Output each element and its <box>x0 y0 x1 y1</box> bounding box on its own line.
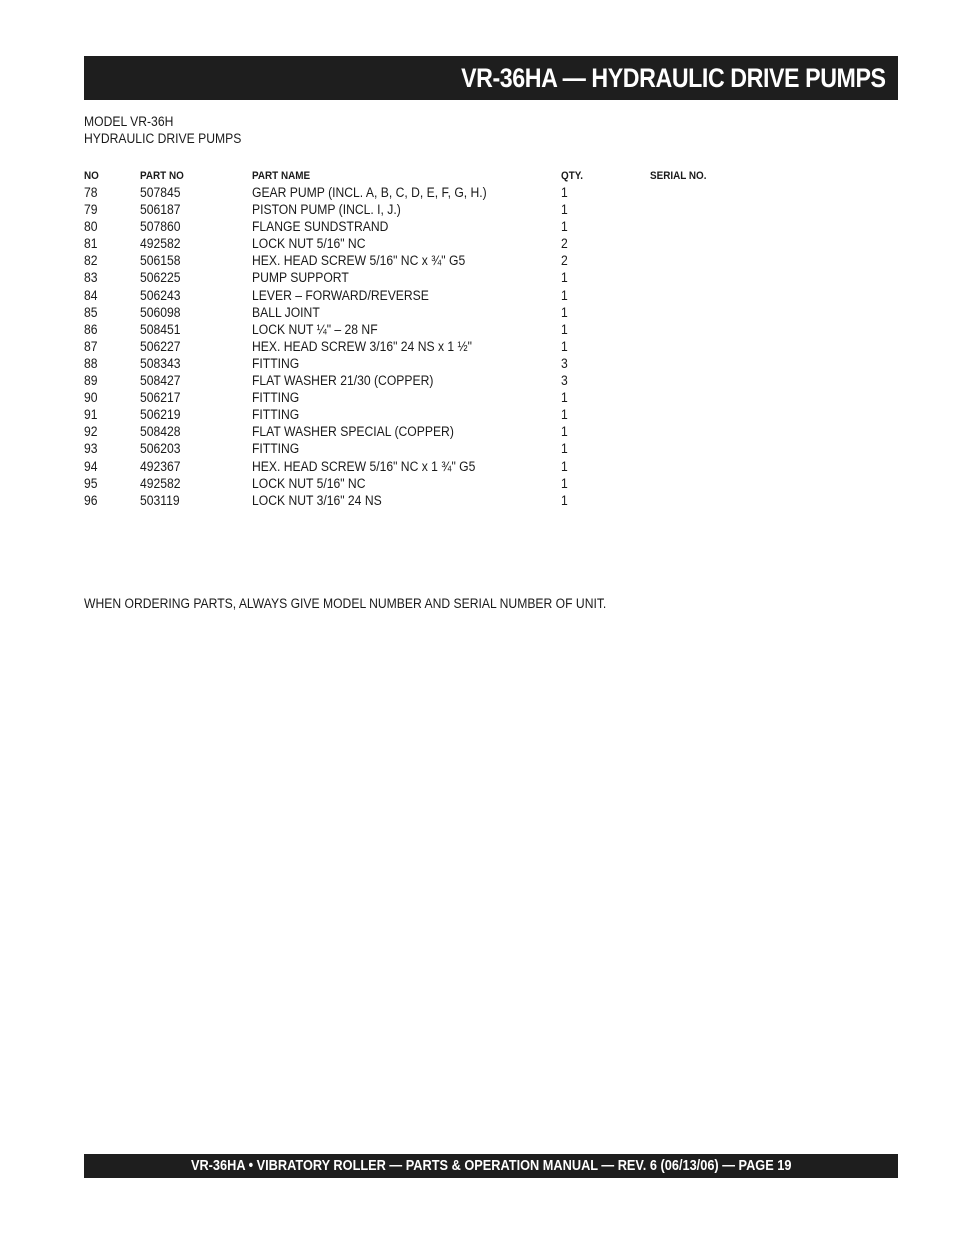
cell-no: 95 <box>84 475 98 491</box>
cell-qty: 1 <box>561 321 568 337</box>
col-header-qty: QTY. <box>561 170 584 182</box>
cell-no: 78 <box>84 185 98 200</box>
cell-qty: 1 <box>561 475 568 491</box>
cell-serial-no <box>650 406 750 423</box>
cell-no: 87 <box>84 338 98 354</box>
table-row <box>84 201 750 218</box>
cell-part-name: FLAT WASHER 21/30 (COPPER) <box>252 373 434 389</box>
table-row <box>84 338 750 355</box>
cell-serial-no <box>650 440 750 457</box>
cell-part-no: 508427 <box>140 373 181 389</box>
table-row <box>84 321 750 338</box>
cell-part-no: 508428 <box>140 424 181 440</box>
page-header-bar <box>84 56 898 100</box>
cell-no: 91 <box>84 407 98 423</box>
cell-serial-no <box>650 184 750 201</box>
cell-part-name: LOCK NUT 5/16" NC <box>252 236 366 252</box>
cell-no: 88 <box>84 355 98 371</box>
cell-serial-no <box>650 321 750 338</box>
cell-qty: 1 <box>561 390 568 406</box>
cell-serial-no <box>650 355 750 372</box>
cell-part-name: LOCK NUT ¼" – 28 NF <box>252 321 378 337</box>
cell-no: 80 <box>84 219 98 235</box>
model-line: MODEL VR-36H <box>84 114 174 129</box>
cell-qty: 1 <box>561 492 568 508</box>
cell-part-name: FITTING <box>252 355 300 371</box>
table-row <box>84 406 750 423</box>
cell-serial-no <box>650 458 750 475</box>
cell-part-no: 507845 <box>140 185 181 200</box>
cell-part-no: 506225 <box>140 270 181 286</box>
cell-qty: 2 <box>561 253 568 269</box>
cell-no: 89 <box>84 373 98 389</box>
cell-qty: 3 <box>561 373 568 389</box>
cell-qty: 1 <box>561 270 568 286</box>
cell-no: 93 <box>84 441 98 457</box>
cell-no: 92 <box>84 424 98 440</box>
cell-serial-no <box>650 269 750 286</box>
cell-qty: 1 <box>561 185 568 200</box>
cell-serial-no <box>650 218 750 235</box>
cell-part-name: FITTING <box>252 390 300 406</box>
table-row <box>84 235 750 252</box>
page-footer-bar <box>84 1154 898 1178</box>
col-header-serial-no: SERIAL NO. <box>650 170 707 182</box>
cell-qty: 1 <box>561 219 568 235</box>
cell-part-name: FLANGE SUNDSTRAND <box>252 219 389 235</box>
cell-no: 90 <box>84 390 98 406</box>
cell-part-no: 506187 <box>140 202 181 218</box>
cell-part-no: 507860 <box>140 219 181 235</box>
col-header-no: NO <box>84 170 99 182</box>
cell-qty: 2 <box>561 236 568 252</box>
cell-qty: 1 <box>561 424 568 440</box>
table-row <box>84 372 750 389</box>
model-block <box>84 113 241 147</box>
cell-qty: 1 <box>561 458 568 474</box>
cell-no: 96 <box>84 492 98 508</box>
cell-serial-no <box>650 201 750 218</box>
cell-serial-no <box>650 423 750 440</box>
page-title: VR-36HA — HYDRAULIC DRIVE PUMPS <box>461 62 886 93</box>
footer-text: VR-36HA • VIBRATORY ROLLER — PARTS & OPERATION MANUAL — REV. 6 (06/13/06) — PAGE 19 <box>190 1158 792 1174</box>
cell-part-no: 506227 <box>140 338 181 354</box>
cell-part-no: 506243 <box>140 287 181 303</box>
cell-no: 84 <box>84 287 98 303</box>
cell-qty: 1 <box>561 441 568 457</box>
cell-serial-no <box>650 389 750 406</box>
cell-part-no: 503119 <box>140 492 180 508</box>
parts-table-body <box>84 184 750 509</box>
cell-no: 82 <box>84 253 98 269</box>
cell-part-name: LOCK NUT 5/16" NC <box>252 475 366 491</box>
cell-part-no: 506158 <box>140 253 181 269</box>
cell-part-name: PISTON PUMP (INCL. I, J.) <box>252 202 401 218</box>
table-row <box>84 252 750 269</box>
cell-no: 86 <box>84 321 98 337</box>
cell-part-no: 492582 <box>140 236 181 252</box>
model-subtitle: HYDRAULIC DRIVE PUMPS <box>84 131 242 146</box>
table-row <box>84 304 750 321</box>
cell-part-no: 508451 <box>140 321 181 337</box>
cell-no: 94 <box>84 458 98 474</box>
cell-qty: 1 <box>561 338 568 354</box>
table-row <box>84 184 750 201</box>
cell-serial-no <box>650 492 750 509</box>
cell-qty: 1 <box>561 304 568 320</box>
cell-part-name: FLAT WASHER SPECIAL (COPPER) <box>252 424 454 440</box>
cell-part-name: LOCK NUT 3/16" 24 NS <box>252 492 382 508</box>
cell-no: 83 <box>84 270 98 286</box>
cell-part-name: BALL JOINT <box>252 304 320 320</box>
cell-part-name: HEX. HEAD SCREW 5/16" NC x ¾" G5 <box>252 253 466 269</box>
cell-serial-no <box>650 304 750 321</box>
cell-part-name: FITTING <box>252 441 300 457</box>
table-row <box>84 355 750 372</box>
cell-no: 81 <box>84 236 98 252</box>
table-row <box>84 287 750 304</box>
table-row <box>84 218 750 235</box>
cell-qty: 1 <box>561 407 568 423</box>
cell-serial-no <box>650 372 750 389</box>
table-row <box>84 475 750 492</box>
cell-part-no: 506217 <box>140 390 181 406</box>
cell-serial-no <box>650 475 750 492</box>
cell-serial-no <box>650 338 750 355</box>
table-row <box>84 492 750 509</box>
cell-serial-no <box>650 235 750 252</box>
cell-part-name: LEVER – FORWARD/REVERSE <box>252 287 429 303</box>
cell-part-name: GEAR PUMP (INCL. A, B, C, D, E, F, G, H.) <box>252 185 487 200</box>
cell-part-no: 508343 <box>140 355 181 371</box>
table-row <box>84 269 750 286</box>
cell-serial-no <box>650 287 750 304</box>
cell-part-name: FITTING <box>252 407 300 423</box>
table-row <box>84 458 750 475</box>
cell-part-no: 492582 <box>140 475 181 491</box>
table-row <box>84 423 750 440</box>
table-row <box>84 440 750 457</box>
cell-no: 85 <box>84 304 98 320</box>
cell-part-name: HEX. HEAD SCREW 3/16" 24 NS x 1 ½" <box>252 338 472 354</box>
cell-part-name: HEX. HEAD SCREW 5/16" NC x 1 ¾" G5 <box>252 458 476 474</box>
cell-qty: 3 <box>561 355 568 371</box>
cell-qty: 1 <box>561 287 568 303</box>
table-row <box>84 389 750 406</box>
cell-qty: 1 <box>561 202 568 218</box>
cell-part-name: PUMP SUPPORT <box>252 270 349 286</box>
parts-table-header <box>84 168 750 184</box>
col-header-part-no: PART NO <box>140 170 184 182</box>
parts-table <box>84 168 750 509</box>
cell-part-no: 506098 <box>140 304 181 320</box>
cell-part-no: 506219 <box>140 407 181 423</box>
cell-serial-no <box>650 252 750 269</box>
ordering-note: WHEN ORDERING PARTS, ALWAYS GIVE MODEL NUMBER AND SERIAL NUMBER OF UNIT. <box>84 596 607 611</box>
cell-no: 79 <box>84 202 98 218</box>
cell-part-no: 506203 <box>140 441 181 457</box>
col-header-part-name: PART NAME <box>252 170 311 182</box>
cell-part-no: 492367 <box>140 458 181 474</box>
